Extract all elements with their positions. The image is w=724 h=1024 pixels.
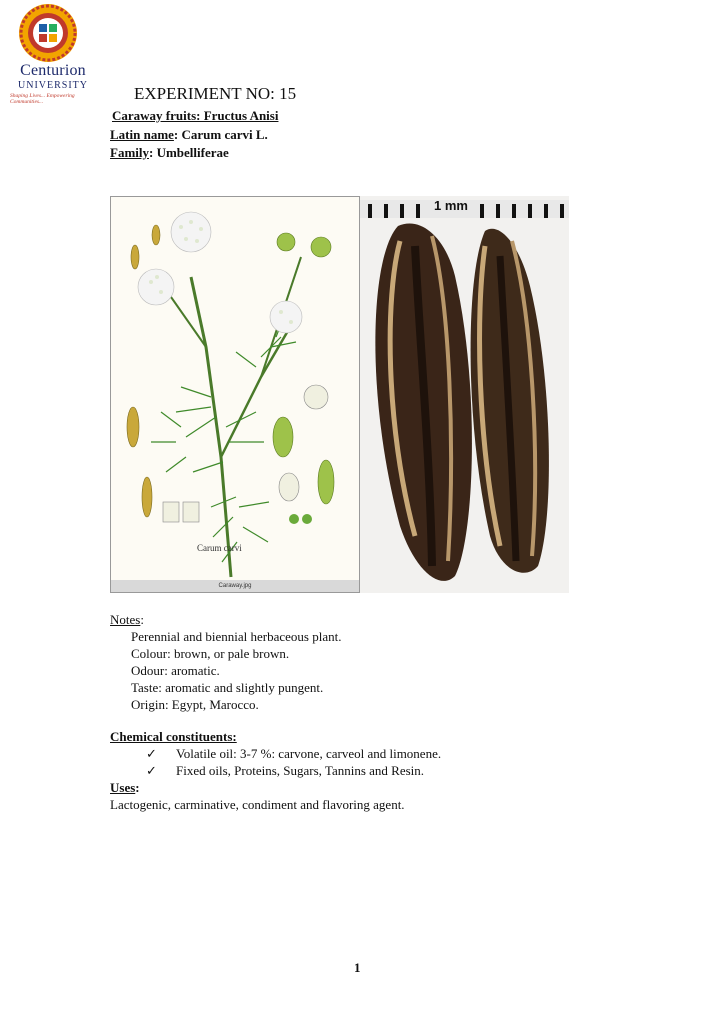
page-number: 1 [354, 960, 361, 975]
experiment-title: EXPERIMENT NO: 15 [134, 84, 297, 103]
logo-emblem-icon [8, 2, 88, 64]
experiment-subtitle: Caraway fruits: Fructus Anisi [112, 108, 279, 123]
note-item: Colour: brown, or pale brown. [131, 646, 290, 661]
notes-heading-colon: : [140, 612, 144, 627]
family-label: Family [110, 145, 149, 160]
plant-caption: Caraway.jpg [111, 580, 359, 592]
latin-name-label: Latin name [110, 127, 174, 142]
plant-illustration [110, 196, 360, 593]
chemical-item [146, 763, 424, 779]
note-item: Odour: aromatic. [131, 663, 220, 678]
latin-name-line [110, 127, 268, 143]
family-value: : Umbelliferae [149, 145, 229, 160]
checkmark-icon: ✓ [146, 763, 157, 778]
plant-label: Carum carvi [197, 543, 242, 553]
checkmark-icon: ✓ [146, 746, 157, 761]
chemical-item-text: Fixed oils, Proteins, Sugars, Tannins and Resin. [176, 763, 425, 778]
notes-heading-label: Notes [110, 612, 141, 627]
caraway-seeds-photo-icon [360, 196, 569, 593]
uses-text: Lactogenic, carminative, condiment and flavoring agent. [110, 797, 405, 812]
caraway-plant-drawing-icon [111, 197, 359, 580]
uses-heading-colon: : [135, 780, 140, 795]
note-item: Origin: Egypt, Marocco. [131, 697, 259, 712]
uses-heading-label: Uses [110, 780, 136, 795]
chemical-item-text: Volatile oil: 3-7 %: carvone, carveol and limonene. [176, 746, 442, 761]
chemical-heading: Chemical constituents: [110, 729, 237, 744]
scale-label: 1 mm [434, 198, 468, 213]
logo-name: Centurion [20, 62, 86, 79]
logo-tagline: Shaping Lives... Empowering Communities... [10, 93, 75, 105]
seed-photograph [360, 196, 569, 593]
latin-name-value: : Carum carvi L. [173, 127, 268, 142]
note-item: Taste: aromatic and slightly pungent. [131, 680, 324, 695]
chemical-item [146, 746, 441, 762]
notes-heading [110, 612, 144, 628]
note-item: Perennial and biennial herbaceous plant. [131, 629, 342, 644]
logo-subtitle: UNIVERSITY [18, 80, 88, 91]
uses-heading [110, 780, 140, 796]
family-line [110, 145, 229, 161]
